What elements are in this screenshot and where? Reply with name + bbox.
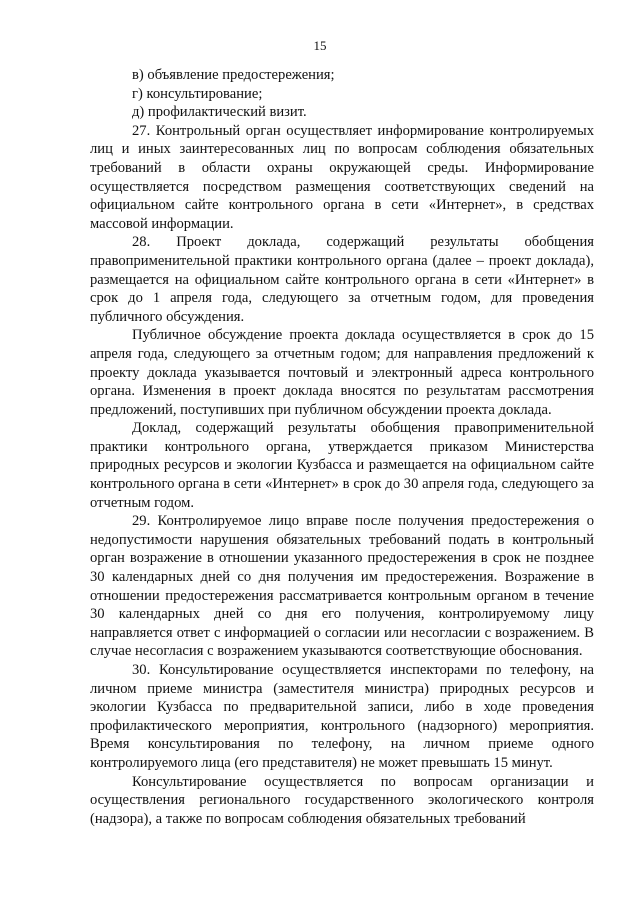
list-item: в) объявление предостережения;	[132, 67, 335, 83]
list-item: г) консультирование;	[132, 85, 263, 102]
paragraph-report-approval: Доклад, содержащий результаты обобщения правоприменительной практики контрольного органа, утверждается приказом Министерства природных ресурсов и экологии Кузбасса и размещается на официальном сайте контрольного органа в сети «Интернет» в срок до 30 апреля года, следующего за отчетным годом.	[90, 420, 594, 511]
paragraph-29: 29. Контролируемое лицо вправе после получения предостережения о недопустимости нарушения обязательных требований подать в контрольный орган возражение в отношении указанного предостережения в срок не позднее 30 календарных дней со дня получения им предостережения. Возражение в отношении предостережения рассматривается контрольным органом в течение 30 календарных дней со дня его получения, контролируемому лицу направляется ответ с информацией о согласии или несогласии с возражением. В случае несогласия с возражением указываются соответствующие обоснования.	[90, 513, 594, 660]
paragraph-27: 27. Контрольный орган осуществляет информирование контролируемых лиц и иных заинтересованных лиц по вопросам соблюдения обязательных требований в области охраны окружающей среды. Информирование осуществляется посредством размещения соответствующих сведений на официальном сайте контрольного органа в сети «Интернет», в средствах массовой информации.	[90, 122, 594, 232]
paragraph-28: 28. Проект доклада, содержащий результаты обобщения правоприменительной практики контрольного органа (далее – проект доклада), размещается на официальном сайте контрольного органа в сети «Интернет» в срок до 1 апреля года, следующего за отчетным годом, для проведения публичного обсуждения.	[90, 234, 594, 325]
paragraph-30: 30. Консультирование осуществляется инспекторами по телефону, на личном приеме министра (заместителя министра) природных ресурсов и экологии Кузбасса по предварительной записи, либо в ходе проведения профилактического мероприятия, контрольного (надзорного) мероприятия. Время консультирования по телефону, на личном приеме одного контролируемого лица (его представителя) не может превышать 15 минут.	[90, 662, 594, 771]
paragraph-consulting-topics: Консультирование осуществляется по вопросам организации и осуществления регионального государственного экологического контроля (надзора), а также по вопросам соблюдения обязательных требований	[90, 773, 594, 827]
page-number: 15	[313, 38, 327, 53]
document-body	[90, 66, 594, 828]
paragraph-public-discussion: Публичное обсуждение проекта доклада осуществляется в срок до 15 апреля года, следующего за отчетным годом; для направления предложений к проекту доклада указывается почтовый и электронный адреса контрольного органа. Изменения в проект доклада вносятся по результатам рассмотрения предложений, поступивших при публичном обсуждении проекта доклада.	[90, 327, 594, 418]
list-item: д) профилактический визит.	[132, 104, 307, 121]
